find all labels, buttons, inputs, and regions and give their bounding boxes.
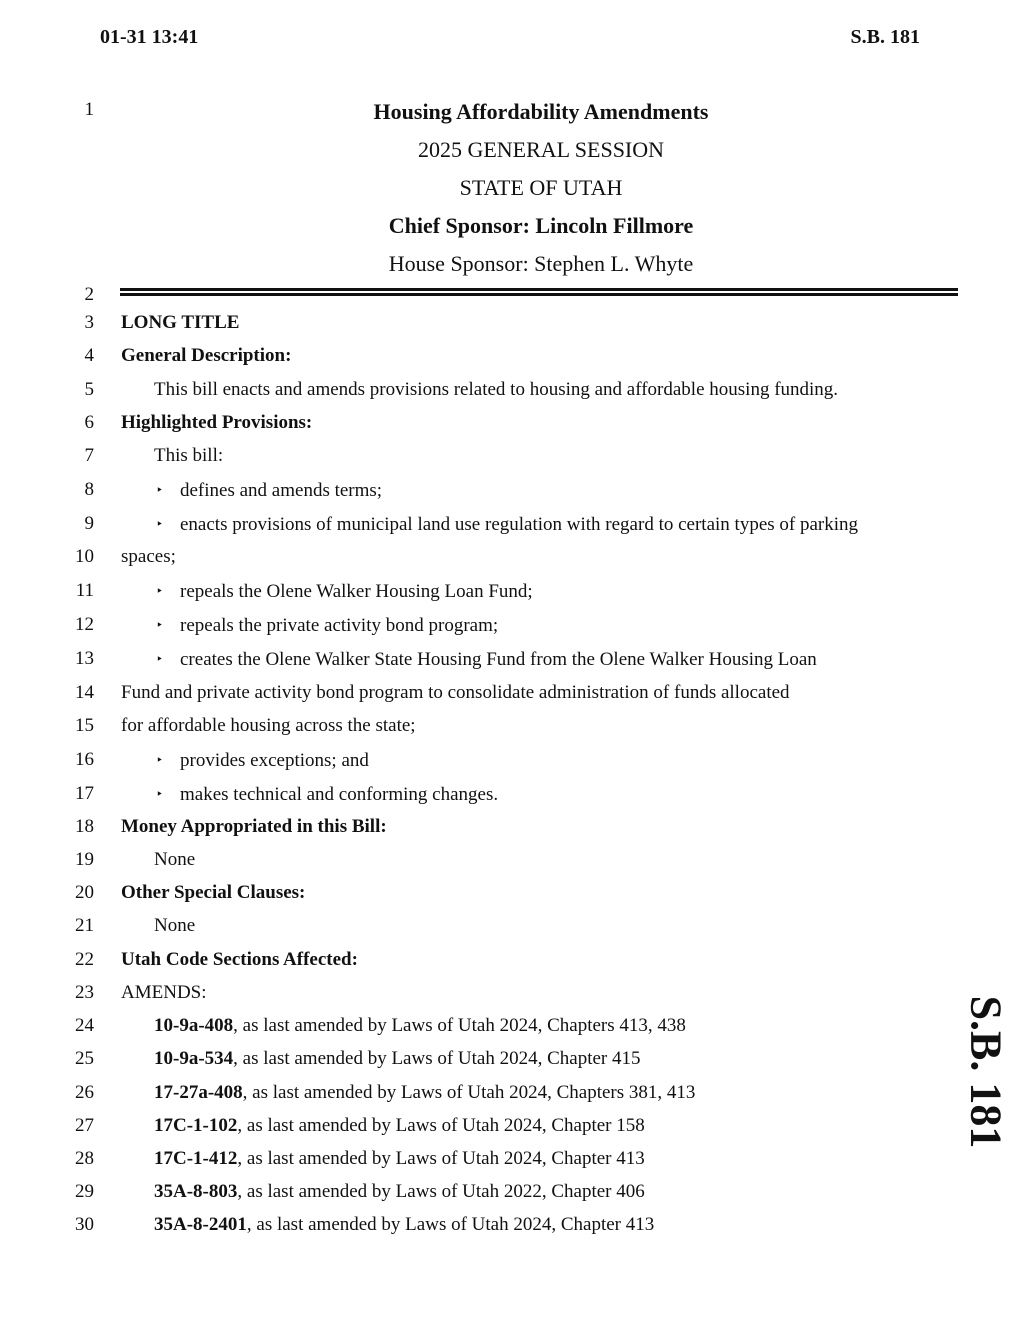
bullet-icon: ‣ [156,517,164,531]
highlighted-provisions-heading: Highlighted Provisions: [121,412,313,433]
money-appropriated-value: None [154,849,196,870]
bullet-icon: ‣ [156,652,164,666]
special-clauses-value: None [154,915,196,936]
provision-text: enacts provisions of municipal land use regulation with regard to certain types of parking [180,514,859,535]
amended-section [154,1180,645,1204]
line-number: 4 [84,345,94,366]
general-description-heading: General Description: [121,345,292,366]
list-item [156,748,369,773]
line-number: 6 [84,412,94,433]
amends-label: AMENDS: [121,982,207,1003]
bullet-icon: ‣ [156,584,164,598]
list-item [156,647,817,672]
line-number: 26 [75,1082,94,1103]
section-code: 35A-8-803 [154,1181,238,1202]
line-number: 12 [75,614,94,635]
chief-sponsor: Chief Sponsor: Lincoln Fillmore [388,213,694,238]
line-number: 14 [75,682,94,703]
amended-section [154,1114,645,1138]
line-number: 18 [75,816,94,837]
section-code: 17-27a-408 [154,1082,243,1103]
list-item [156,613,498,638]
line-number: 13 [75,648,94,669]
money-appropriated-heading: Money Appropriated in this Bill: [121,816,387,837]
state-line: STATE OF UTAH [459,175,623,200]
bullet-icon: ‣ [156,483,164,497]
amended-section [154,1147,645,1171]
section-code: 10-9a-534 [154,1048,234,1069]
bullet-icon: ‣ [156,787,164,801]
session-line: 2025 GENERAL SESSION [417,137,665,162]
line-number: 7 [84,445,94,466]
line-number: 1 [84,99,94,120]
line-number: 9 [84,513,94,534]
line-number: 3 [84,312,94,333]
line-number: 21 [75,915,94,936]
provision-text: makes technical and conforming changes. [180,784,499,805]
section-history: , as last amended by Laws of Utah 2024, Chapters 413, 438 [233,1015,686,1036]
section-history: , as last amended by Laws of Utah 2022, Chapter 406 [237,1181,645,1202]
line-number: 8 [84,479,94,500]
provision-continuation: spaces; [121,546,176,567]
section-code: 35A-8-2401 [154,1214,247,1235]
line-number: 22 [75,949,94,970]
line-number: 28 [75,1148,94,1169]
line-number: 19 [75,849,94,870]
line-number: 15 [75,715,94,736]
section-code: 17C-1-102 [154,1115,238,1136]
bullet-icon: ‣ [156,618,164,632]
amended-section [154,1081,695,1105]
section-history: , as last amended by Laws of Utah 2024, Chapter 413 [246,1214,655,1235]
line-number: 20 [75,882,94,903]
line-number: 23 [75,982,94,1003]
amended-section [154,1014,686,1038]
line-number: 27 [75,1115,94,1136]
line-number: 10 [75,546,94,567]
provision-continuation: for affordable housing across the state; [121,715,416,736]
list-item [156,579,533,604]
section-code: 17C-1-412 [154,1148,238,1169]
provision-continuation: Fund and private activity bond program to consolidate administration of funds allocated [121,682,790,703]
provision-text: creates the Olene Walker State Housing Fund from the Olene Walker Housing Loan [180,649,817,670]
provision-text: defines and amends terms; [180,480,383,501]
line-number: 25 [75,1048,94,1069]
bullet-icon: ‣ [156,753,164,767]
this-bill-text: This bill: [154,445,224,466]
list-item [156,478,382,503]
line-number: 5 [84,379,94,400]
line-number: 29 [75,1181,94,1202]
general-description-text: This bill enacts and amends provisions related to housing and affordable housing funding. [154,379,839,400]
line-number: 11 [75,580,94,601]
section-history: , as last amended by Laws of Utah 2024, Chapter 413 [237,1148,645,1169]
bill-title: Housing Affordability Amendments [373,99,709,124]
header-timestamp: 01-31 13:41 [100,26,199,48]
section-history: , as last amended by Laws of Utah 2024, Chapters 381, 413 [242,1082,696,1103]
line-number: 24 [75,1015,94,1036]
section-history: , as last amended by Laws of Utah 2024, Chapter 158 [237,1115,645,1136]
provision-text: repeals the Olene Walker Housing Loan Fund; [180,581,533,602]
title-divider-top [120,288,958,291]
section-history: , as last amended by Laws of Utah 2024, Chapter 415 [233,1048,641,1069]
code-sections-heading: Utah Code Sections Affected: [121,949,358,970]
side-bill-label: S.B. 181 [961,995,1011,1149]
house-sponsor: House Sponsor: Stephen L. Whyte [388,251,694,276]
title-divider-bottom [120,293,958,296]
line-number: 17 [75,783,94,804]
long-title-heading: LONG TITLE [121,312,240,333]
line-number: 16 [75,749,94,770]
header-bill-number: S.B. 181 [850,26,920,48]
amended-section [154,1047,641,1071]
line-number: 30 [75,1214,94,1235]
list-item [156,782,498,807]
special-clauses-heading: Other Special Clauses: [121,882,306,903]
amended-section [154,1213,654,1237]
section-code: 10-9a-408 [154,1015,234,1036]
provision-text: repeals the private activity bond program; [180,615,499,636]
line-number: 2 [84,284,94,305]
provision-text: provides exceptions; and [180,750,369,771]
list-item [156,512,858,537]
